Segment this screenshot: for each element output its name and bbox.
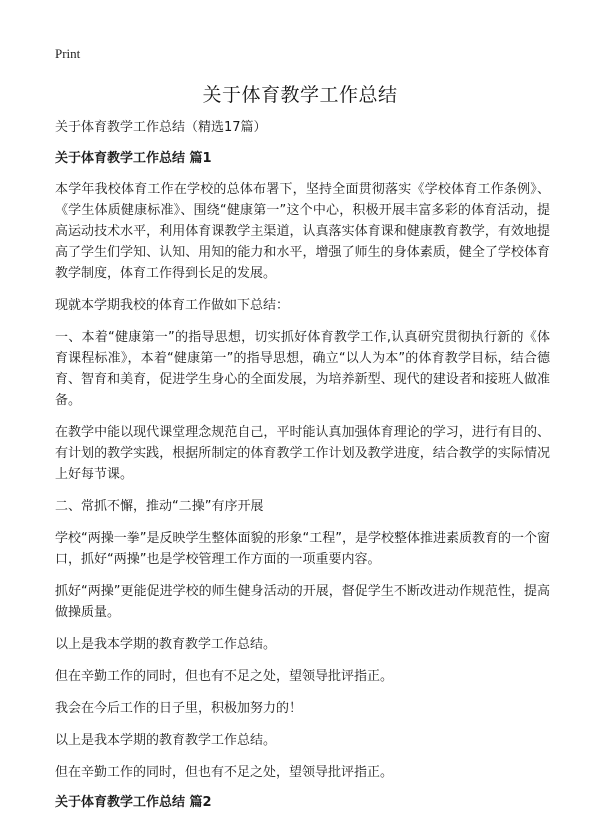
paragraph: 学校“两操一拳”是反映学生整体面貌的形象“工程”，是学校整体推进素质教育的一个窗口，抓好“两操”也是学校管理工作方面的一项重要内容。 xyxy=(55,531,550,567)
print-label: Print xyxy=(55,46,81,61)
section-1 xyxy=(55,150,550,783)
paragraph: 二、常抓不懈，推动“二操”有序开展 xyxy=(55,499,264,514)
section-2 xyxy=(55,794,550,812)
document-subtitle: 关于体育教学工作总结（精选17篇） xyxy=(55,120,267,135)
paragraph: 以上是我本学期的教育教学工作总结。 xyxy=(55,733,277,748)
document-body xyxy=(55,119,550,823)
paragraph: 抓好“两操”更能促进学校的师生健身活动的开展，督促学生不断改进动作规范性，提高做操质量。 xyxy=(55,584,550,620)
paragraph: 我会在今后工作的日子里，积极加努力的！ xyxy=(55,701,303,716)
paragraph: 但在辛勤工作的同时，但也有不足之处，望领导批评指正。 xyxy=(55,765,394,780)
paragraph: 但在辛勤工作的同时，但也有不足之处，望领导批评指正。 xyxy=(55,669,394,684)
paragraph: 一、本着“健康第一”的指导思想，切实抓好体育教学工作,认真研究贯彻执行新的《体育课程标准》，本着“健康第一”的指导思想，确立“以人为本”的体育教学目标，结合德育、智育和美育，促进学生身心的全面发展，为培养新型、现代的建设者和接班人做准备。 xyxy=(55,330,550,408)
paragraph: 以上是我本学期的教育教学工作总结。 xyxy=(55,637,277,652)
paragraph: 在教学中能以现代课堂理念规范自己，平时能认真加强体育理论的学习，进行有目的、有计划的教学实践，根据所制定的体育教学工作计划及教学进度，结合教学的实际情况上好每节课。 xyxy=(55,425,550,482)
section-heading: 关于体育教学工作总结 篇1 xyxy=(55,151,212,166)
section-heading: 关于体育教学工作总结 篇2 xyxy=(55,795,212,810)
document-title: 关于体育教学工作总结 xyxy=(202,84,398,106)
paragraph: 现就本学期我校的体育工作做如下总结： xyxy=(55,298,290,313)
paragraph: 本学年我校体育工作在学校的总体布署下，坚持全面贯彻落实《学校体育工作条例》、《学生体质健康标准》、围绕“健康第一”这个中心，积极开展丰富多彩的体育活动，提高运动技术水平，利用体育课教学主渠道，认真落实体育课和健康教育教学，有效地提高了学生们学知、认知、用知的能力和水平，增强了师生的身体素质，健全了学校体育教学制度，体育工作得到长足的发展。 xyxy=(55,182,550,281)
